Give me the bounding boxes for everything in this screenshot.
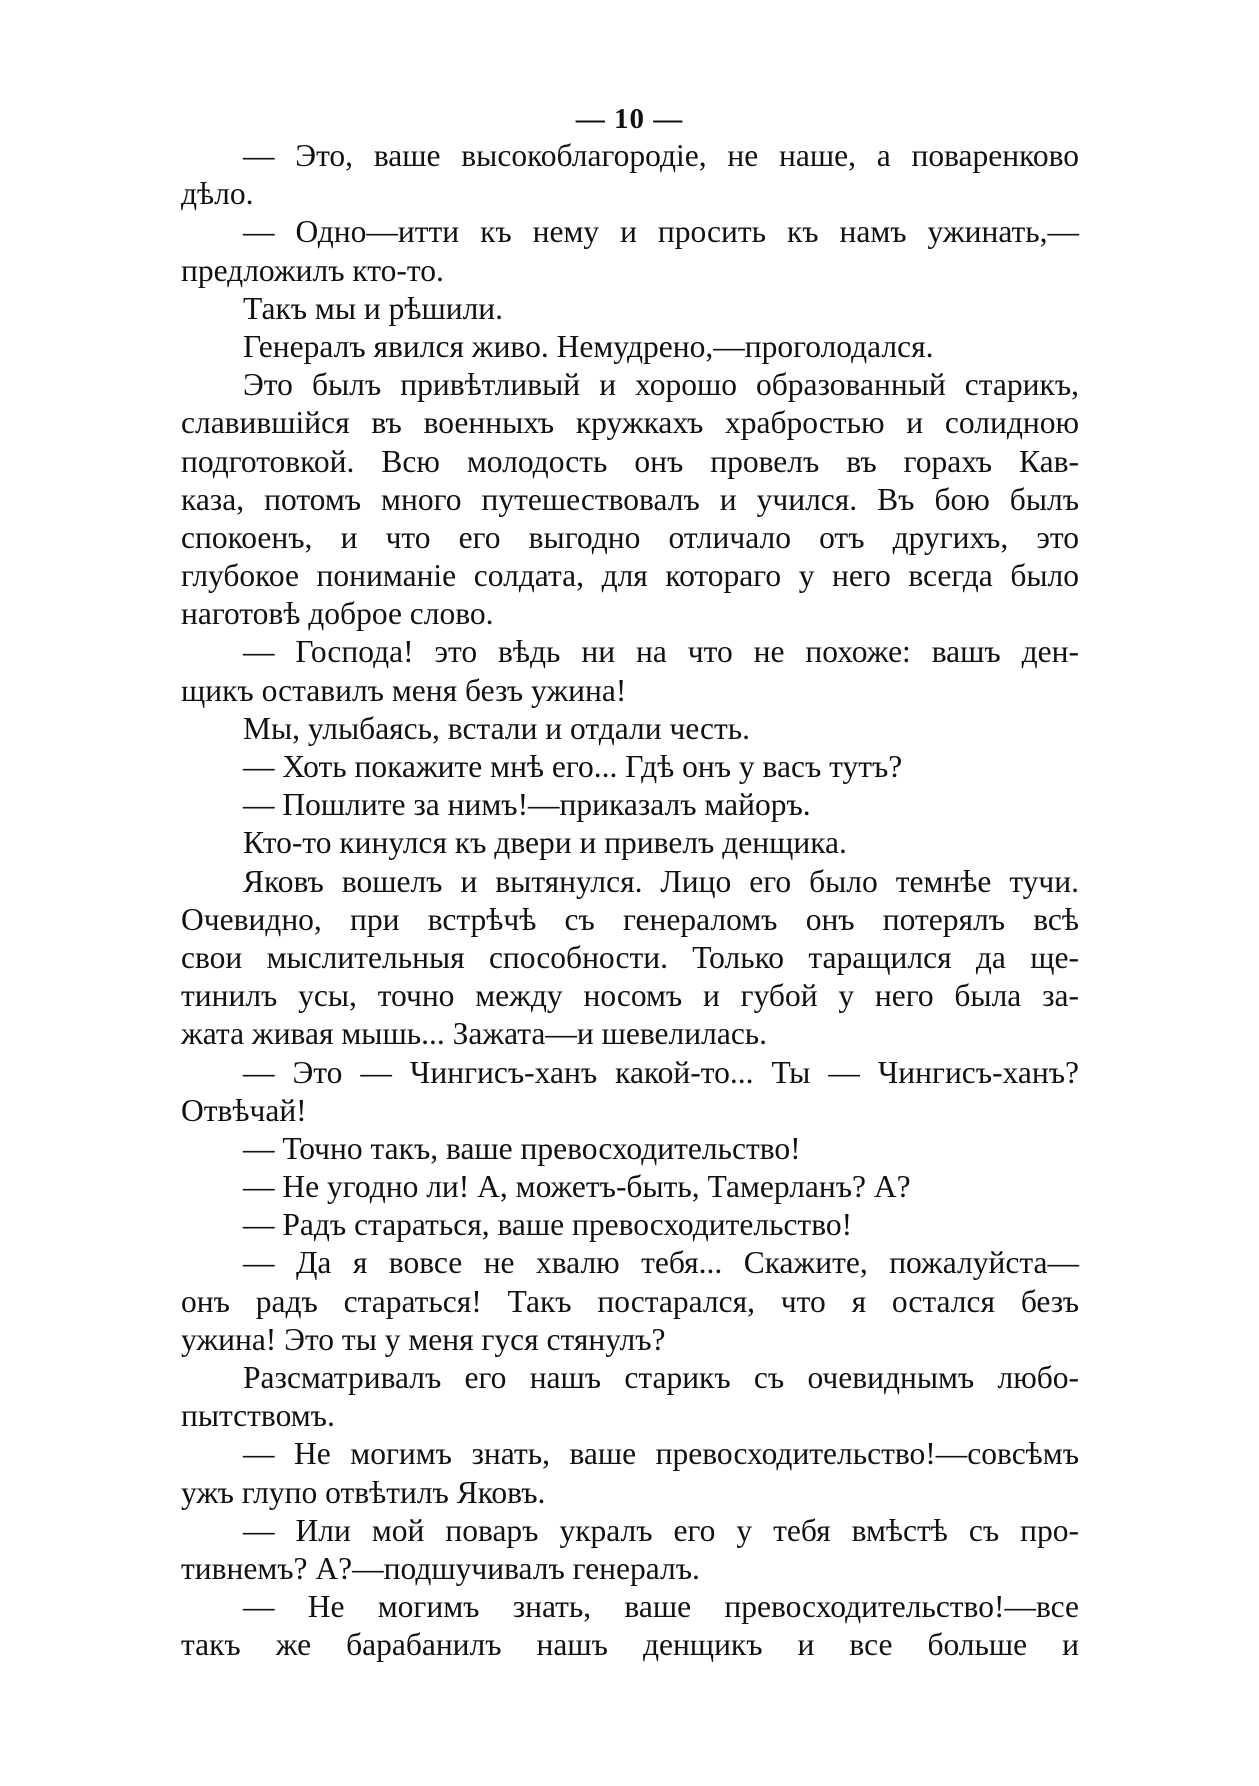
text-line: Такъ мы и рѣшили. (243, 290, 504, 326)
text-line: тинилъ усы, точно между носомъ и губой у него была за- (181, 978, 1079, 1014)
text-line: — Господа! это вѣдь ни на что не похоже: вашъ ден- (243, 634, 1079, 670)
page-text (181, 137, 1079, 1665)
page-number: — 10 — (575, 103, 684, 135)
text-line: Разсматривалъ его нашъ старикъ съ очевиднымъ любо- (243, 1360, 1079, 1395)
text-line: каза, потомъ много путешествовалъ и учился. Въ бою былъ (181, 481, 1079, 517)
text-line: Яковъ вошелъ и вытянулся. Лицо его было темнѣе тучи. (243, 863, 1079, 899)
text-line: онъ радъ стараться! Такъ постарался, что я остался безъ (181, 1283, 1079, 1319)
text-line: пытствомъ. (181, 1398, 335, 1434)
text-line: предложилъ кто-то. (181, 252, 444, 288)
text-line: — Одно—итти къ нему и просить къ намъ ужинать,— (243, 214, 1079, 250)
text-line: — Не угодно ли! А, можетъ-быть, Тамерланъ? А? (243, 1169, 911, 1205)
text-line: — Не могимъ знать, ваше превосходительство!—все (243, 1589, 1079, 1625)
text-line: жата живая мышь... Зажата—и шевелилась. (181, 1016, 768, 1052)
text-line: — Да я вовсе не хвалю тебя... Скажите, пожалуйста— (243, 1245, 1079, 1281)
text-line: дѣло. (181, 176, 254, 212)
text-line: — Радъ стараться, ваше превосходительство! (243, 1207, 853, 1243)
text-line: такъ же барабанилъ нашъ денщикъ и все больше и (181, 1627, 1079, 1663)
text-line: — Или мой поваръ укралъ его у тебя вмѣстѣ съ про- (243, 1512, 1079, 1548)
text-line: — Хоть покажите мнѣ его... Гдѣ онъ у васъ тутъ? (243, 749, 903, 784)
text-line: тивнемъ? А?—подшучивалъ генералъ. (181, 1550, 700, 1586)
text-line: Это былъ привѣтливый и хорошо образованный старикъ, (243, 367, 1079, 403)
text-line: глубокое пониманіе солдата, для котораго у него всегда было (181, 558, 1079, 594)
text-line: Мы, улыбаясь, встали и отдали честь. (243, 710, 751, 746)
text-line: Кто-то кинулся къ двери и привелъ денщика. (243, 825, 847, 861)
text-line: подготовкой. Всю молодость онъ провелъ въ горахъ Кав- (181, 443, 1079, 479)
text-line: Генералъ явился живо. Немудрено,—проголодался. (243, 328, 934, 364)
text-line: Очевидно, при встрѣчѣ съ генераломъ онъ потерялъ всѣ (181, 901, 1079, 937)
text-line: ужина! Это ты у меня гуся стянулъ? (181, 1321, 666, 1357)
text-line: наготовѣ доброе слово. (181, 596, 494, 632)
text-line: Отвѣчай! (181, 1092, 307, 1128)
text-line: — Пошлите за нимъ!—приказалъ майоръ. (243, 787, 811, 823)
text-line: щикъ оставилъ меня безъ ужина! (181, 672, 627, 708)
text-line: — Это — Чингисъ-ханъ какой-то... Ты — Чингисъ-ханъ? (243, 1054, 1079, 1090)
text-line: — Не могимъ знать, ваше превосходительство!—совсѣмъ (243, 1436, 1079, 1472)
text-line: — Это, ваше высокоблагородіе, не наше, а поваренково (243, 138, 1079, 173)
text-line: славившійся въ военныхъ кружкахъ храбростью и солидною (181, 405, 1079, 441)
text-line: — Точно такъ, ваше превосходительство! (243, 1130, 801, 1166)
text-line: спокоенъ, и что его выгодно отличало отъ другихъ, это (181, 519, 1079, 555)
text-line: свои мыслительныя способности. Только таращился да ще- (181, 939, 1079, 975)
text-line: ужъ глупо отвѣтилъ Яковъ. (181, 1474, 546, 1510)
